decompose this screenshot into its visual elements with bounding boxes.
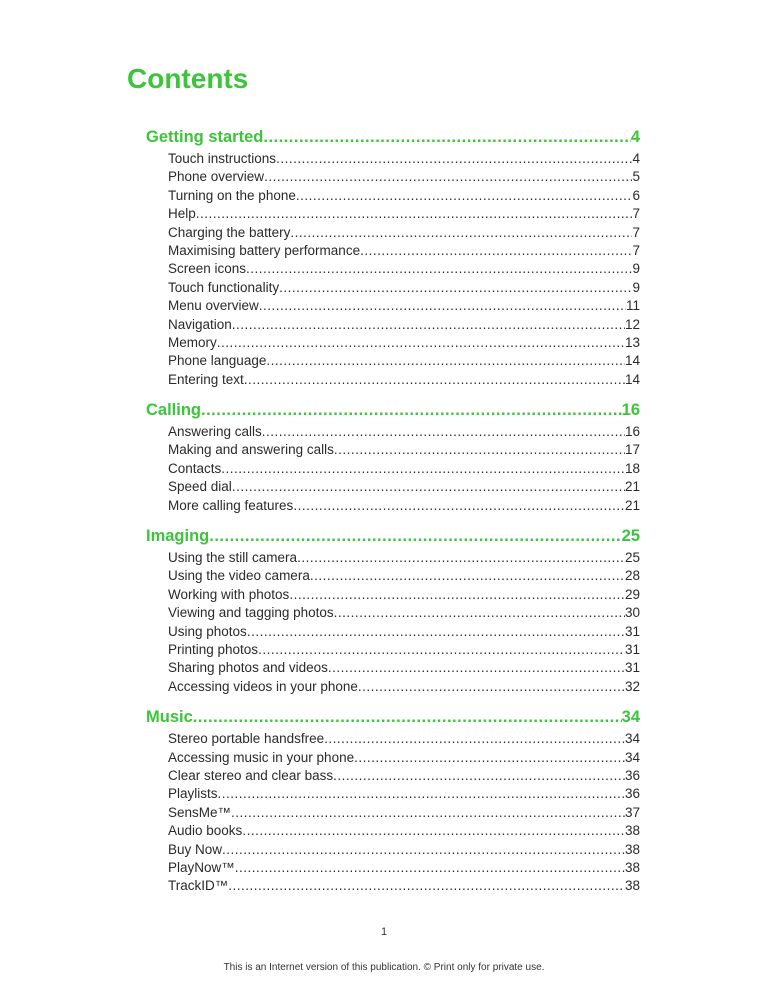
entry-title: Phone overview <box>168 169 265 185</box>
entry-page: 4 <box>632 151 640 166</box>
entry-page: 16 <box>624 424 640 440</box>
toc-entry[interactable] <box>168 279 640 297</box>
toc-entry[interactable] <box>168 423 640 441</box>
entry-page: 21 <box>624 497 640 513</box>
dot-leader <box>266 352 625 370</box>
dot-leader <box>247 623 625 641</box>
toc-entry[interactable] <box>168 371 640 389</box>
section-title: Imaging <box>146 527 210 546</box>
entry-page: 34 <box>624 749 640 765</box>
toc-section-heading[interactable] <box>146 704 640 730</box>
entry-page: 14 <box>624 353 640 369</box>
toc-entry-list <box>168 150 640 389</box>
toc-entry[interactable] <box>168 841 640 859</box>
dot-leader <box>276 150 632 168</box>
toc-entry[interactable] <box>168 804 640 822</box>
entry-page: 34 <box>624 731 640 747</box>
dot-leader <box>324 730 625 748</box>
entry-page: 37 <box>624 804 640 820</box>
entry-page: 14 <box>624 371 640 387</box>
dot-leader <box>258 641 625 659</box>
dot-leader <box>201 397 622 423</box>
entry-page: 38 <box>624 878 640 894</box>
entry-title: Accessing music in your phone <box>168 749 355 765</box>
entry-page: 7 <box>632 242 640 258</box>
entry-title: Buy Now <box>168 841 223 857</box>
entry-page: 38 <box>624 859 640 875</box>
toc-section <box>146 397 640 515</box>
entry-title: Playlists <box>168 786 218 802</box>
entry-title: Speed dial <box>168 479 232 495</box>
entry-page: 28 <box>624 568 640 584</box>
section-title: Calling <box>146 401 202 420</box>
entry-title: Using photos <box>168 623 247 639</box>
toc-entry[interactable] <box>168 187 640 205</box>
dot-leader <box>232 316 625 334</box>
entry-title: Contacts <box>168 460 222 476</box>
dot-leader <box>221 460 625 478</box>
toc-section <box>146 124 640 389</box>
dot-leader <box>262 423 625 441</box>
dot-leader <box>334 441 625 459</box>
dot-leader <box>196 205 633 223</box>
dot-leader <box>228 877 625 895</box>
dot-leader <box>279 279 632 297</box>
entry-title: Working with photos <box>168 586 290 602</box>
entry-page: 30 <box>624 605 640 621</box>
toc-entry[interactable] <box>168 659 640 677</box>
section-page: 16 <box>621 401 640 420</box>
dot-leader <box>290 224 632 242</box>
dot-leader <box>259 297 626 315</box>
entry-title: Screen icons <box>168 261 247 277</box>
entry-title: Accessing videos in your phone <box>168 678 358 694</box>
toc-entry[interactable] <box>168 460 640 478</box>
toc-section <box>146 704 640 896</box>
section-title: Music <box>146 708 193 727</box>
toc-entry[interactable] <box>168 352 640 370</box>
dot-leader <box>354 749 625 767</box>
dot-leader <box>222 841 625 859</box>
dot-leader <box>263 124 630 150</box>
toc-entry[interactable] <box>168 859 640 877</box>
toc-entry[interactable] <box>168 749 640 767</box>
toc-entry[interactable] <box>168 441 640 459</box>
dot-leader <box>358 678 625 696</box>
toc-entry[interactable] <box>168 641 640 659</box>
section-title: Getting started <box>146 128 264 146</box>
toc-entry[interactable] <box>168 150 640 168</box>
toc-entry[interactable] <box>168 567 640 585</box>
dot-leader <box>193 704 622 730</box>
page-title: Contents <box>127 63 249 94</box>
section-page: 25 <box>621 527 640 546</box>
toc-entry[interactable] <box>168 730 640 748</box>
toc-entry[interactable] <box>168 767 640 785</box>
entry-title: Using the still camera <box>168 550 298 566</box>
page-number: 1 <box>380 926 388 938</box>
entry-title: Entering text <box>168 371 244 387</box>
entry-title: PlayNow™ <box>168 859 235 875</box>
entry-title: Viewing and tagging photos <box>168 605 334 621</box>
dot-leader <box>334 604 625 622</box>
dot-leader <box>264 168 632 186</box>
entry-page: 38 <box>624 841 640 857</box>
entry-page: 36 <box>624 767 640 783</box>
entry-title: Making and answering calls <box>168 442 334 458</box>
toc-entry[interactable] <box>168 785 640 803</box>
entry-title: Sharing photos and videos <box>168 660 328 676</box>
entry-title: Maximising battery performance <box>168 242 361 258</box>
toc-entry[interactable] <box>168 316 640 334</box>
entry-page: 38 <box>624 823 640 839</box>
entry-page: 21 <box>624 479 640 495</box>
dot-leader <box>218 785 625 803</box>
entry-page: 11 <box>625 298 640 314</box>
entry-page: 13 <box>624 334 640 350</box>
toc-entry[interactable] <box>168 586 640 604</box>
entry-page: 29 <box>624 586 640 602</box>
entry-page: 7 <box>632 206 640 222</box>
toc-section-heading[interactable] <box>146 124 640 150</box>
entry-title: TrackID™ <box>168 878 229 894</box>
toc-entry[interactable] <box>168 242 640 260</box>
footer-note: This is an Internet version of this publication. © Print only for private use. <box>223 962 545 973</box>
dot-leader <box>232 478 625 496</box>
entry-title: Phone language <box>168 353 267 369</box>
dot-leader <box>333 767 625 785</box>
dot-leader <box>209 523 621 549</box>
entry-page: 31 <box>624 641 640 657</box>
dot-leader <box>310 567 625 585</box>
toc-entry[interactable] <box>168 822 640 840</box>
dot-leader <box>235 859 625 877</box>
toc-entry[interactable] <box>168 678 640 696</box>
entry-page: 31 <box>624 623 640 639</box>
entry-title: Clear stereo and clear bass <box>168 767 334 783</box>
toc-entry[interactable] <box>168 604 640 622</box>
toc-section <box>146 523 640 696</box>
entry-title: Using the video camera <box>168 568 310 584</box>
dot-leader <box>246 260 632 278</box>
entry-page: 32 <box>624 678 640 694</box>
dot-leader <box>217 334 625 352</box>
section-page: 4 <box>630 128 640 146</box>
toc-entry-list <box>168 549 640 696</box>
toc-entry[interactable] <box>168 877 640 895</box>
entry-page: 17 <box>624 442 640 458</box>
entry-title: Memory <box>168 334 217 350</box>
toc-entry-list <box>168 730 640 896</box>
toc-entry-list <box>168 423 640 515</box>
dot-leader <box>360 242 632 260</box>
dot-leader <box>244 371 625 389</box>
toc-entry[interactable] <box>168 168 640 186</box>
entry-title: More calling features <box>168 497 294 513</box>
entry-page: 9 <box>632 261 640 277</box>
dot-leader <box>328 659 625 677</box>
dot-leader <box>293 497 625 515</box>
toc-entry[interactable] <box>168 224 640 242</box>
toc-entry[interactable] <box>168 297 640 315</box>
entry-title: Help <box>168 206 196 222</box>
toc-entry[interactable] <box>168 549 640 567</box>
entry-title: Menu overview <box>168 298 259 314</box>
dot-leader <box>242 822 625 840</box>
entry-title: Touch functionality <box>168 279 280 295</box>
toc-section-heading[interactable] <box>146 397 640 423</box>
entry-page: 5 <box>632 169 640 185</box>
toc-section-heading[interactable] <box>146 523 640 549</box>
dot-leader <box>231 804 625 822</box>
table-of-contents <box>146 124 640 904</box>
entry-page: 9 <box>632 279 640 295</box>
entry-title: Turning on the phone <box>168 187 296 203</box>
toc-entry[interactable] <box>168 497 640 515</box>
entry-title: Printing photos <box>168 641 259 657</box>
dot-leader <box>296 187 633 205</box>
dot-leader <box>289 586 625 604</box>
entry-page: 12 <box>624 316 640 332</box>
entry-page: 36 <box>624 786 640 802</box>
toc-entry[interactable] <box>168 334 640 352</box>
toc-entry[interactable] <box>168 623 640 641</box>
entry-title: Answering calls <box>168 424 262 440</box>
section-page: 34 <box>621 708 640 727</box>
entry-page: 7 <box>632 224 640 240</box>
entry-page: 18 <box>624 460 640 476</box>
entry-title: Touch instructions <box>168 151 277 166</box>
entry-title: SensMe™ <box>168 804 232 820</box>
entry-title: Audio books <box>168 823 243 839</box>
entry-title: Charging the battery <box>168 224 291 240</box>
entry-title: Stereo portable handsfree <box>168 731 325 747</box>
entry-page: 25 <box>624 550 640 566</box>
entry-page: 31 <box>624 660 640 676</box>
toc-entry[interactable] <box>168 205 640 223</box>
toc-entry[interactable] <box>168 478 640 496</box>
entry-page: 6 <box>632 187 640 203</box>
entry-title: Navigation <box>168 316 232 332</box>
toc-entry[interactable] <box>168 260 640 278</box>
dot-leader <box>297 549 625 567</box>
